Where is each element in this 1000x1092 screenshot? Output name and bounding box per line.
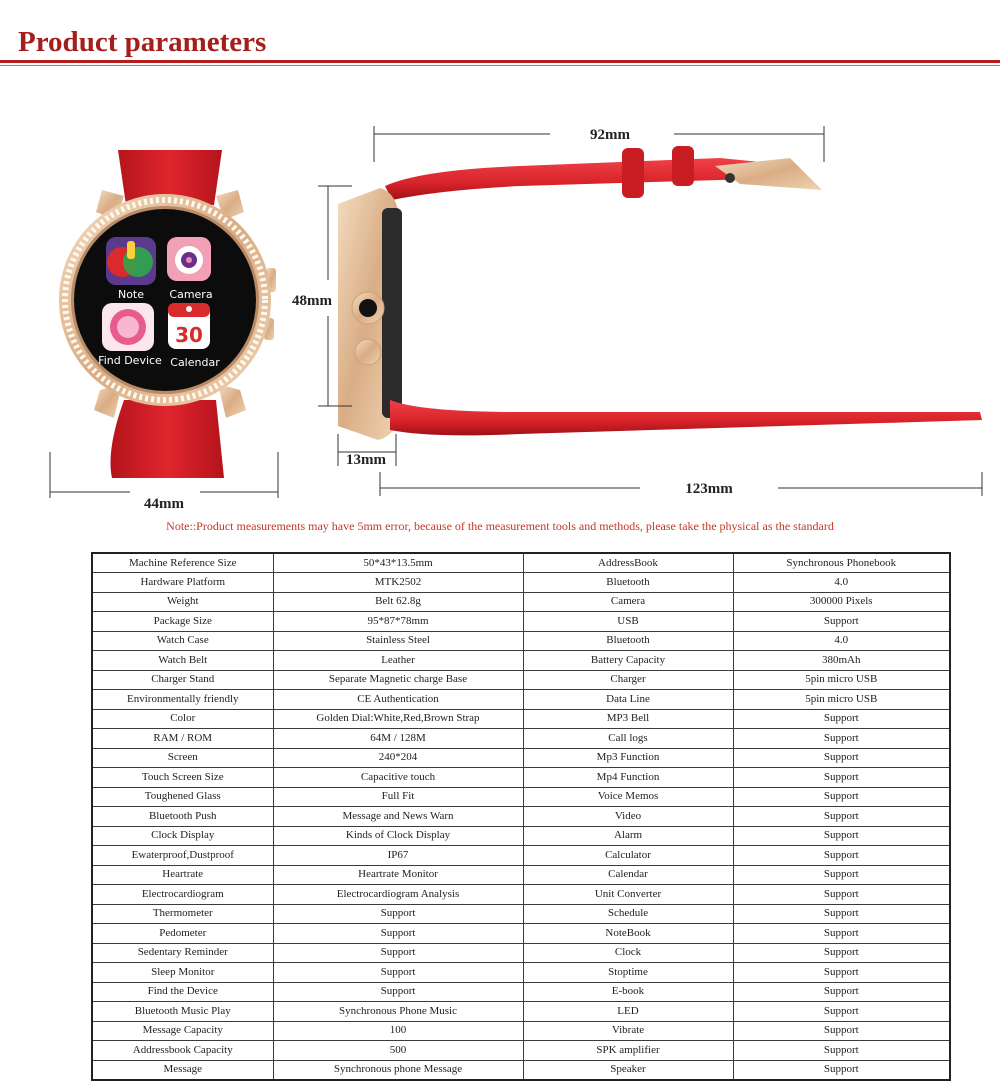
spec-label-cell: Weight [92, 592, 273, 612]
table-row [92, 826, 950, 846]
spec-label-cell: Screen [92, 748, 273, 768]
feature-label-cell: Alarm [523, 826, 733, 846]
table-row [92, 573, 950, 593]
table-row [92, 963, 950, 983]
table-row [92, 924, 950, 944]
spec-label-cell: Thermometer [92, 904, 273, 924]
spec-value-cell: Support [273, 943, 523, 963]
feature-label-cell: Bluetooth [523, 631, 733, 651]
spec-label-cell: Bluetooth Push [92, 807, 273, 827]
spec-label-cell: Toughened Glass [92, 787, 273, 807]
app-calendar-icon [168, 303, 210, 349]
spec-value-cell: Support [273, 963, 523, 983]
dim-label-48mm: 48mm [292, 293, 332, 309]
feature-value-cell: Support [733, 1002, 950, 1022]
spec-label-cell: Color [92, 709, 273, 729]
spec-value-cell: Belt 62.8g [273, 592, 523, 612]
feature-label-cell: Unit Converter [523, 885, 733, 905]
spec-label-cell: Touch Screen Size [92, 768, 273, 788]
feature-label-cell: Video [523, 807, 733, 827]
feature-value-cell: Synchronous Phonebook [733, 553, 950, 573]
feature-value-cell: 5pin micro USB [733, 690, 950, 710]
spec-value-cell: CE Authentication [273, 690, 523, 710]
watch-front-view [59, 150, 276, 478]
spec-value-cell: Heartrate Monitor [273, 865, 523, 885]
feature-value-cell: Support [733, 748, 950, 768]
table-row [92, 748, 950, 768]
table-row [92, 807, 950, 827]
strap-bottom [111, 400, 225, 478]
strap-keeper-1 [622, 148, 644, 198]
feature-label-cell: Stoptime [523, 963, 733, 983]
dim-label-92mm: 92mm [590, 127, 630, 143]
specs-table [91, 552, 951, 1081]
spec-value-cell: Support [273, 904, 523, 924]
feature-value-cell: 5pin micro USB [733, 670, 950, 690]
feature-value-cell: Support [733, 787, 950, 807]
feature-value-cell: Support [733, 865, 950, 885]
table-row [92, 1060, 950, 1080]
strap-keeper-2 [672, 146, 694, 186]
feature-value-cell: Support [733, 709, 950, 729]
table-row [92, 612, 950, 632]
feature-label-cell: NoteBook [523, 924, 733, 944]
feature-value-cell: Support [733, 826, 950, 846]
feature-value-cell: Support [733, 1021, 950, 1041]
feature-label-cell: Mp4 Function [523, 768, 733, 788]
feature-label-cell: Mp3 Function [523, 748, 733, 768]
spec-value-cell: Leather [273, 651, 523, 671]
spec-value-cell: Message and News Warn [273, 807, 523, 827]
table-row [92, 982, 950, 1002]
spec-value-cell: Capacitive touch [273, 768, 523, 788]
spec-value-cell: 50*43*13.5mm [273, 553, 523, 573]
header-rule-thin [0, 65, 1000, 66]
feature-value-cell: Support [733, 924, 950, 944]
feature-label-cell: Speaker [523, 1060, 733, 1080]
spec-label-cell: Addressbook Capacity [92, 1041, 273, 1061]
spec-label-cell: Machine Reference Size [92, 553, 273, 573]
spec-value-cell: Electrocardiogram Analysis [273, 885, 523, 905]
spec-label-cell: Message [92, 1060, 273, 1080]
app-label-note: Note [117, 288, 145, 301]
feature-label-cell: MP3 Bell [523, 709, 733, 729]
feature-label-cell: SPK amplifier [523, 1041, 733, 1061]
feature-label-cell: Data Line [523, 690, 733, 710]
header-rule [0, 60, 1000, 63]
feature-label-cell: Clock [523, 943, 733, 963]
page-title: Product parameters [18, 26, 267, 58]
spec-value-cell: Kinds of Clock Display [273, 826, 523, 846]
table-row [92, 787, 950, 807]
side-strap-bottom [390, 400, 982, 435]
dim-label-13mm: 13mm [346, 452, 386, 468]
spec-value-cell: Synchronous Phone Music [273, 1002, 523, 1022]
side-strap-top [385, 158, 780, 200]
app-label-calendar: Calendar [170, 356, 220, 369]
specs-table-body [92, 553, 950, 1080]
table-row [92, 670, 950, 690]
feature-value-cell: Support [733, 807, 950, 827]
spec-label-cell: Ewaterproof,Dustproof [92, 846, 273, 866]
table-row [92, 1021, 950, 1041]
feature-label-cell: Bluetooth [523, 573, 733, 593]
feature-value-cell: Support [733, 1041, 950, 1061]
feature-label-cell: Call logs [523, 729, 733, 749]
table-row [92, 885, 950, 905]
spec-value-cell: Support [273, 924, 523, 944]
feature-label-cell: Schedule [523, 904, 733, 924]
spec-value-cell: IP67 [273, 846, 523, 866]
spec-value-cell: Support [273, 982, 523, 1002]
spec-value-cell: 500 [273, 1041, 523, 1061]
spec-label-cell: Find the Device [92, 982, 273, 1002]
calendar-day-number: 30 [175, 323, 203, 347]
table-row [92, 709, 950, 729]
app-label-find-device: Find Device [98, 354, 162, 367]
spec-label-cell: Environmentally friendly [92, 690, 273, 710]
table-row [92, 768, 950, 788]
spec-label-cell: Heartrate [92, 865, 273, 885]
spec-label-cell: Package Size [92, 612, 273, 632]
table-row [92, 631, 950, 651]
spec-value-cell: Golden Dial:White,Red,Brown Strap [273, 709, 523, 729]
feature-value-cell: Support [733, 943, 950, 963]
feature-value-cell: Support [733, 963, 950, 983]
feature-label-cell: Vibrate [523, 1021, 733, 1041]
feature-value-cell: Support [733, 885, 950, 905]
page-header [0, 0, 1000, 80]
spec-label-cell: Hardware Platform [92, 573, 273, 593]
feature-value-cell: Support [733, 1060, 950, 1080]
spec-value-cell: 240*204 [273, 748, 523, 768]
table-row [92, 690, 950, 710]
feature-label-cell: Camera [523, 592, 733, 612]
app-label-camera: Camera [169, 288, 213, 301]
table-row [92, 553, 950, 573]
table-row [92, 1002, 950, 1022]
feature-value-cell: Support [733, 768, 950, 788]
spec-label-cell: Sleep Monitor [92, 963, 273, 983]
feature-label-cell: Charger [523, 670, 733, 690]
feature-value-cell: 4.0 [733, 573, 950, 593]
side-crown-button [359, 299, 377, 317]
app-note-icon [106, 237, 156, 285]
dim-label-44mm: 44mm [144, 496, 184, 512]
app-camera-icon [167, 237, 211, 281]
table-row [92, 846, 950, 866]
table-row [92, 651, 950, 671]
spec-label-cell: Electrocardiogram [92, 885, 273, 905]
spec-value-cell: Separate Magnetic charge Base [273, 670, 523, 690]
feature-value-cell: 4.0 [733, 631, 950, 651]
feature-value-cell: Support [733, 846, 950, 866]
feature-label-cell: Calculator [523, 846, 733, 866]
spec-value-cell: Synchronous phone Message [273, 1060, 523, 1080]
table-row [92, 943, 950, 963]
feature-value-cell: 380mAh [733, 651, 950, 671]
spec-label-cell: RAM / ROM [92, 729, 273, 749]
table-row [92, 865, 950, 885]
dim-label-123mm: 123mm [685, 481, 733, 497]
feature-label-cell: LED [523, 1002, 733, 1022]
spec-label-cell: Watch Case [92, 631, 273, 651]
spec-label-cell: Charger Stand [92, 670, 273, 690]
feature-label-cell: Battery Capacity [523, 651, 733, 671]
dimension-123mm [380, 472, 982, 496]
feature-value-cell: 300000 Pixels [733, 592, 950, 612]
table-row [92, 904, 950, 924]
table-row [92, 729, 950, 749]
feature-label-cell: Voice Memos [523, 787, 733, 807]
spec-label-cell: Sedentary Reminder [92, 943, 273, 963]
feature-label-cell: E-book [523, 982, 733, 1002]
side-button [355, 339, 381, 365]
spec-value-cell: Full Fit [273, 787, 523, 807]
spec-value-cell: 95*87*78mm [273, 612, 523, 632]
spec-label-cell: Bluetooth Music Play [92, 1002, 273, 1022]
measurement-note: Note::Product measurements may have 5mm error, because of the measurement tools and methods, please take the physical as the standard [166, 519, 834, 533]
spec-label-cell: Message Capacity [92, 1021, 273, 1041]
spec-label-cell: Watch Belt [92, 651, 273, 671]
product-illustration [0, 100, 1000, 520]
feature-value-cell: Support [733, 904, 950, 924]
spec-label-cell: Pedometer [92, 924, 273, 944]
feature-label-cell: Calendar [523, 865, 733, 885]
spec-value-cell: 64M / 128M [273, 729, 523, 749]
feature-label-cell: AddressBook [523, 553, 733, 573]
spec-value-cell: MTK2502 [273, 573, 523, 593]
watch-side-view [338, 146, 982, 440]
watch-drawing [0, 100, 1000, 520]
feature-value-cell: Support [733, 729, 950, 749]
feature-label-cell: USB [523, 612, 733, 632]
table-row [92, 1041, 950, 1061]
feature-value-cell: Support [733, 612, 950, 632]
spec-value-cell: Stainless Steel [273, 631, 523, 651]
table-row [92, 592, 950, 612]
feature-value-cell: Support [733, 982, 950, 1002]
app-find-device-icon [102, 303, 154, 351]
spec-label-cell: Clock Display [92, 826, 273, 846]
spec-value-cell: 100 [273, 1021, 523, 1041]
